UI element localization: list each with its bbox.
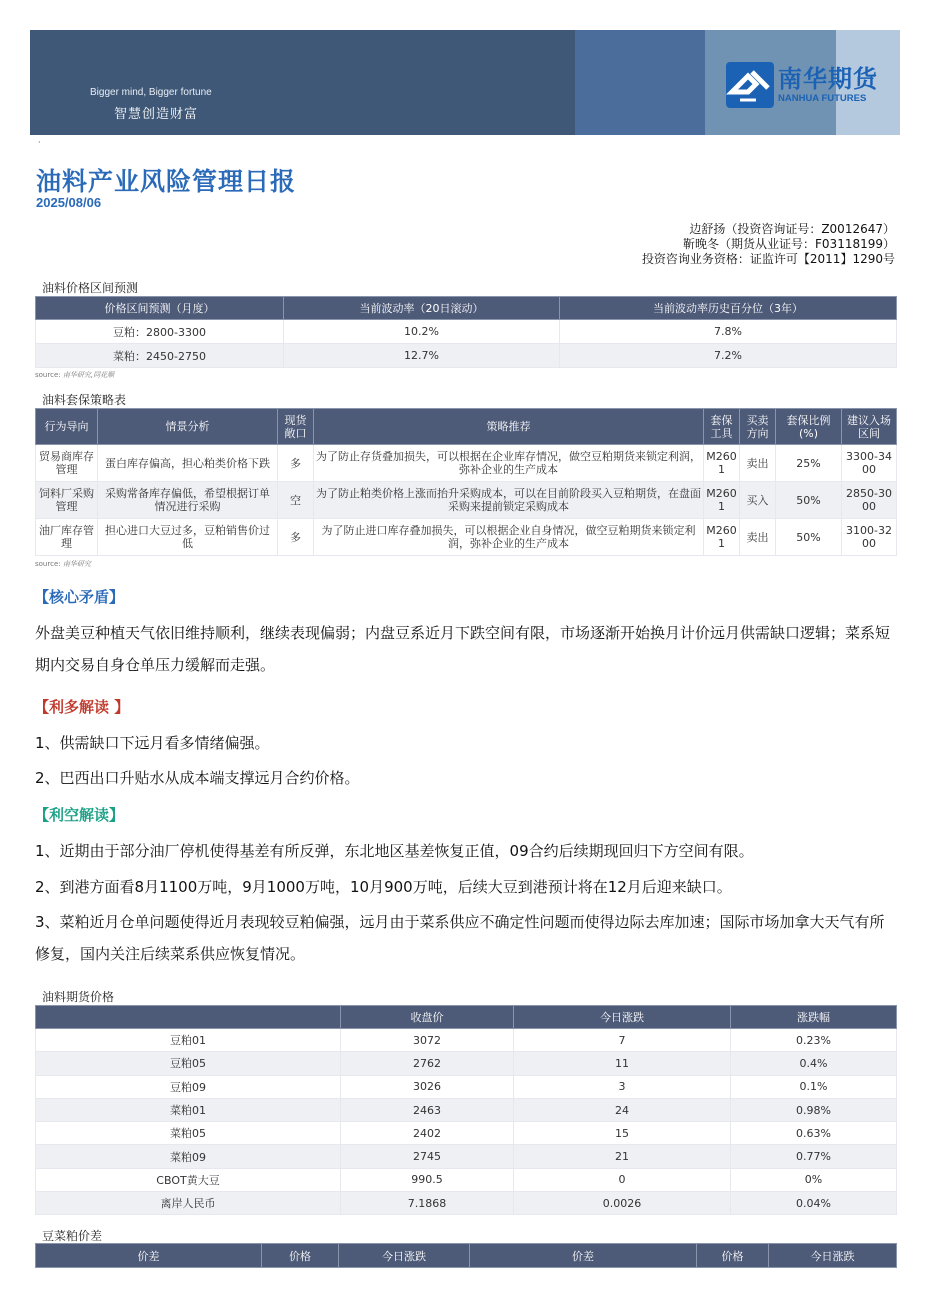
table-cell: 2762 (341, 1052, 514, 1075)
table-cell: 7 (514, 1029, 731, 1052)
bearish-item: 1、近期由于部分油厂停机使得基差有所反弹，东北地区基差恢复正值，09合约后续期现回归下方空间有限。 (35, 842, 754, 860)
column-header: 价差 (36, 1244, 262, 1268)
table-cell: 3100-3200 (842, 519, 897, 556)
bearish-item: 2、到港方面看8月1100万吨，9月1000万吨，10月900万吨，后续大豆到港预计将在12月后迎来缺口。 (35, 878, 732, 896)
table-cell: 0.1% (731, 1075, 897, 1098)
table-cell: 21 (514, 1145, 731, 1168)
spread-label: 豆菜粕价差 (42, 1229, 103, 1243)
table-cell: 0.0026 (514, 1192, 731, 1215)
slogan-english: Bigger mind, Bigger fortune (90, 87, 212, 98)
decorative-dot: · (38, 138, 41, 147)
table-cell: 0.4% (731, 1052, 897, 1075)
table-cell: 50% (776, 482, 842, 519)
table-cell: 卖出 (740, 519, 776, 556)
bullish-item: 1、供需缺口下远月看多情绪偏强。 (35, 734, 270, 752)
table-cell: 0.23% (731, 1029, 897, 1052)
banner-band-dark (30, 30, 575, 135)
spread-table (35, 1243, 897, 1268)
table-cell: 0.98% (731, 1098, 897, 1121)
table-cell: 豆粕09 (36, 1075, 341, 1098)
bullish-item: 2、巴西出口升贴水从成本端支撑远月合约价格。 (35, 769, 360, 787)
header-banner (30, 30, 900, 135)
table-cell: 2402 (341, 1122, 514, 1145)
column-header: 当前波动率历史百分位（3年） (560, 297, 897, 320)
table-cell: 豆粕：2800-3300 (36, 320, 284, 344)
column-header: 今日涨跌 (769, 1244, 897, 1268)
table-cell: 3072 (341, 1029, 514, 1052)
column-header: 今日涨跌 (514, 1006, 731, 1029)
table-cell: 990.5 (341, 1168, 514, 1191)
futures-price-label: 油料期货价格 (42, 990, 115, 1004)
column-header: 建议入场区间 (842, 409, 897, 445)
column-header: 价差 (470, 1244, 697, 1268)
price-range-table (35, 296, 897, 368)
table-row (36, 1052, 897, 1075)
table-cell: 24 (514, 1098, 731, 1121)
table-cell: 买入 (740, 482, 776, 519)
table-cell: 7.8% (560, 320, 897, 344)
table-cell: 7.1868 (341, 1192, 514, 1215)
column-header: 情景分析 (98, 409, 278, 445)
hedge-strategy-label: 油料套保策略表 (42, 393, 127, 407)
slogan-chinese: 智慧创造财富 (114, 107, 199, 122)
table-cell: 50% (776, 519, 842, 556)
table-cell: 7.2% (560, 344, 897, 368)
report-title: 油料产业风险管理日报 (36, 167, 297, 196)
table-cell: 2745 (341, 1145, 514, 1168)
column-header: 套保工具 (704, 409, 740, 445)
table-row (36, 1075, 897, 1098)
column-header: 策略推荐 (314, 409, 704, 445)
table-cell: 为了防止粕类价格上涨而抬升采购成本，可以在目前阶段买入豆粕期货，在盘面采购来提前锁定采购成本 (314, 482, 704, 519)
author-info (642, 222, 895, 267)
table-cell: 贸易商库存管理 (36, 445, 98, 482)
author-line: 边舒扬（投资咨询证号：Z0012647） (689, 222, 895, 236)
license-line: 投资咨询业务资格：证监许可【2011】1290号 (641, 252, 895, 266)
table-cell: 0 (514, 1168, 731, 1191)
table-cell: 豆粕05 (36, 1052, 341, 1075)
table-cell: 采购常备库存偏低，希望根据订单情况进行采购 (98, 482, 278, 519)
table-cell: 蛋白库存偏高，担心粕类价格下跌 (98, 445, 278, 482)
price-range-label: 油料价格区间预测 (42, 281, 139, 295)
column-header: 今日涨跌 (339, 1244, 470, 1268)
column-header: 涨跌幅 (731, 1006, 897, 1029)
column-header: 价格 (697, 1244, 769, 1268)
table-cell: 25% (776, 445, 842, 482)
bullish-heading: 【利多解读 】 (34, 698, 130, 716)
core-contradiction-text: 外盘美豆种植天气依旧维持顺利，继续表现偏弱；内盘豆系近月下跌空间有限，市场逐渐开始换月计价远月供需缺口逻辑；菜系短期内交易自身仓单压力缓解而走强。 (35, 624, 891, 674)
table-cell: M2601 (704, 519, 740, 556)
table-cell: 为了防止进口库存叠加损失，可以根据企业自身情况，做空豆粕期货来锁定利润，弥补企业的生产成本 (314, 519, 704, 556)
table-row (36, 1029, 897, 1052)
table-cell: 担心进口大豆过多，豆粕销售价过低 (98, 519, 278, 556)
table-cell: 菜粕05 (36, 1122, 341, 1145)
bearish-item: 3、菜粕近月仓单问题使得近月表现较豆粕偏强，远月由于菜系供应不确定性问题而使得边际去库加速；国际市场加拿大天气有所修复，国内关注后续菜系供应恢复情况。 (35, 913, 885, 963)
table-row (36, 1122, 897, 1145)
table-cell: 空 (278, 482, 314, 519)
table-row (36, 445, 897, 482)
column-header: 当前波动率（20日滚动） (284, 297, 560, 320)
table-cell: 豆粕01 (36, 1029, 341, 1052)
table-cell: 饲料厂采购管理 (36, 482, 98, 519)
company-logo (726, 62, 878, 108)
table-row (36, 482, 897, 519)
table-cell: 3026 (341, 1075, 514, 1098)
column-header: 套保比例(%) (776, 409, 842, 445)
table-cell: 菜粕：2450-2750 (36, 344, 284, 368)
table-cell: 0% (731, 1168, 897, 1191)
column-header: 价格 (262, 1244, 339, 1268)
table-row (36, 344, 897, 368)
table-cell: 为了防止存货叠加损失，可以根据在企业库存情况，做空豆粕期货来锁定利润，弥补企业的生产成本 (314, 445, 704, 482)
table-cell: 多 (278, 519, 314, 556)
column-header: 收盘价 (341, 1006, 514, 1029)
banner-band-mid (575, 30, 705, 135)
table-cell: 菜粕09 (36, 1145, 341, 1168)
table-row (36, 519, 897, 556)
table-cell: 多 (278, 445, 314, 482)
table-cell: 2463 (341, 1098, 514, 1121)
table-cell: CBOT黄大豆 (36, 1168, 341, 1191)
table-cell: 油厂库存管理 (36, 519, 98, 556)
table-cell: M2601 (704, 445, 740, 482)
table-cell: 11 (514, 1052, 731, 1075)
table-row (36, 320, 897, 344)
table-row (36, 1145, 897, 1168)
column-header: 买卖方向 (740, 409, 776, 445)
table-cell: 离岸人民币 (36, 1192, 341, 1215)
table-cell: 15 (514, 1122, 731, 1145)
author-line: 靳晚冬（期货从业证号：F03118199） (683, 237, 895, 251)
table-cell: 12.7% (284, 344, 560, 368)
table-cell: 0.63% (731, 1122, 897, 1145)
table-cell: 0.77% (731, 1145, 897, 1168)
hedge-source: source: 南华研究 (35, 560, 91, 568)
table-cell: 2850-3000 (842, 482, 897, 519)
table-cell: 菜粕01 (36, 1098, 341, 1121)
table-cell: M2601 (704, 482, 740, 519)
column-header: 现货敞口 (278, 409, 314, 445)
column-header (36, 1006, 341, 1029)
hedge-strategy-table (35, 408, 897, 556)
logo-mark-icon (726, 62, 774, 108)
table-row (36, 1098, 897, 1121)
column-header: 行为导向 (36, 409, 98, 445)
column-header: 价格区间预测（月度） (36, 297, 284, 320)
table-cell: 10.2% (284, 320, 560, 344)
table-row (36, 1192, 897, 1215)
table-cell: 卖出 (740, 445, 776, 482)
futures-price-table (35, 1005, 897, 1215)
core-contradiction-heading: 【核心矛盾】 (34, 588, 125, 606)
table-cell: 0.04% (731, 1192, 897, 1215)
logo-english-name: NANHUA FUTURES (778, 93, 867, 104)
table-row (36, 1168, 897, 1191)
price-range-source: source: 南华研究,同花顺 (35, 371, 115, 379)
table-cell: 3 (514, 1075, 731, 1098)
bearish-heading: 【利空解读】 (34, 806, 125, 824)
logo-chinese-name: 南华期货 (778, 65, 878, 93)
report-date: 2025/08/06 (36, 195, 102, 210)
table-cell: 3300-3400 (842, 445, 897, 482)
